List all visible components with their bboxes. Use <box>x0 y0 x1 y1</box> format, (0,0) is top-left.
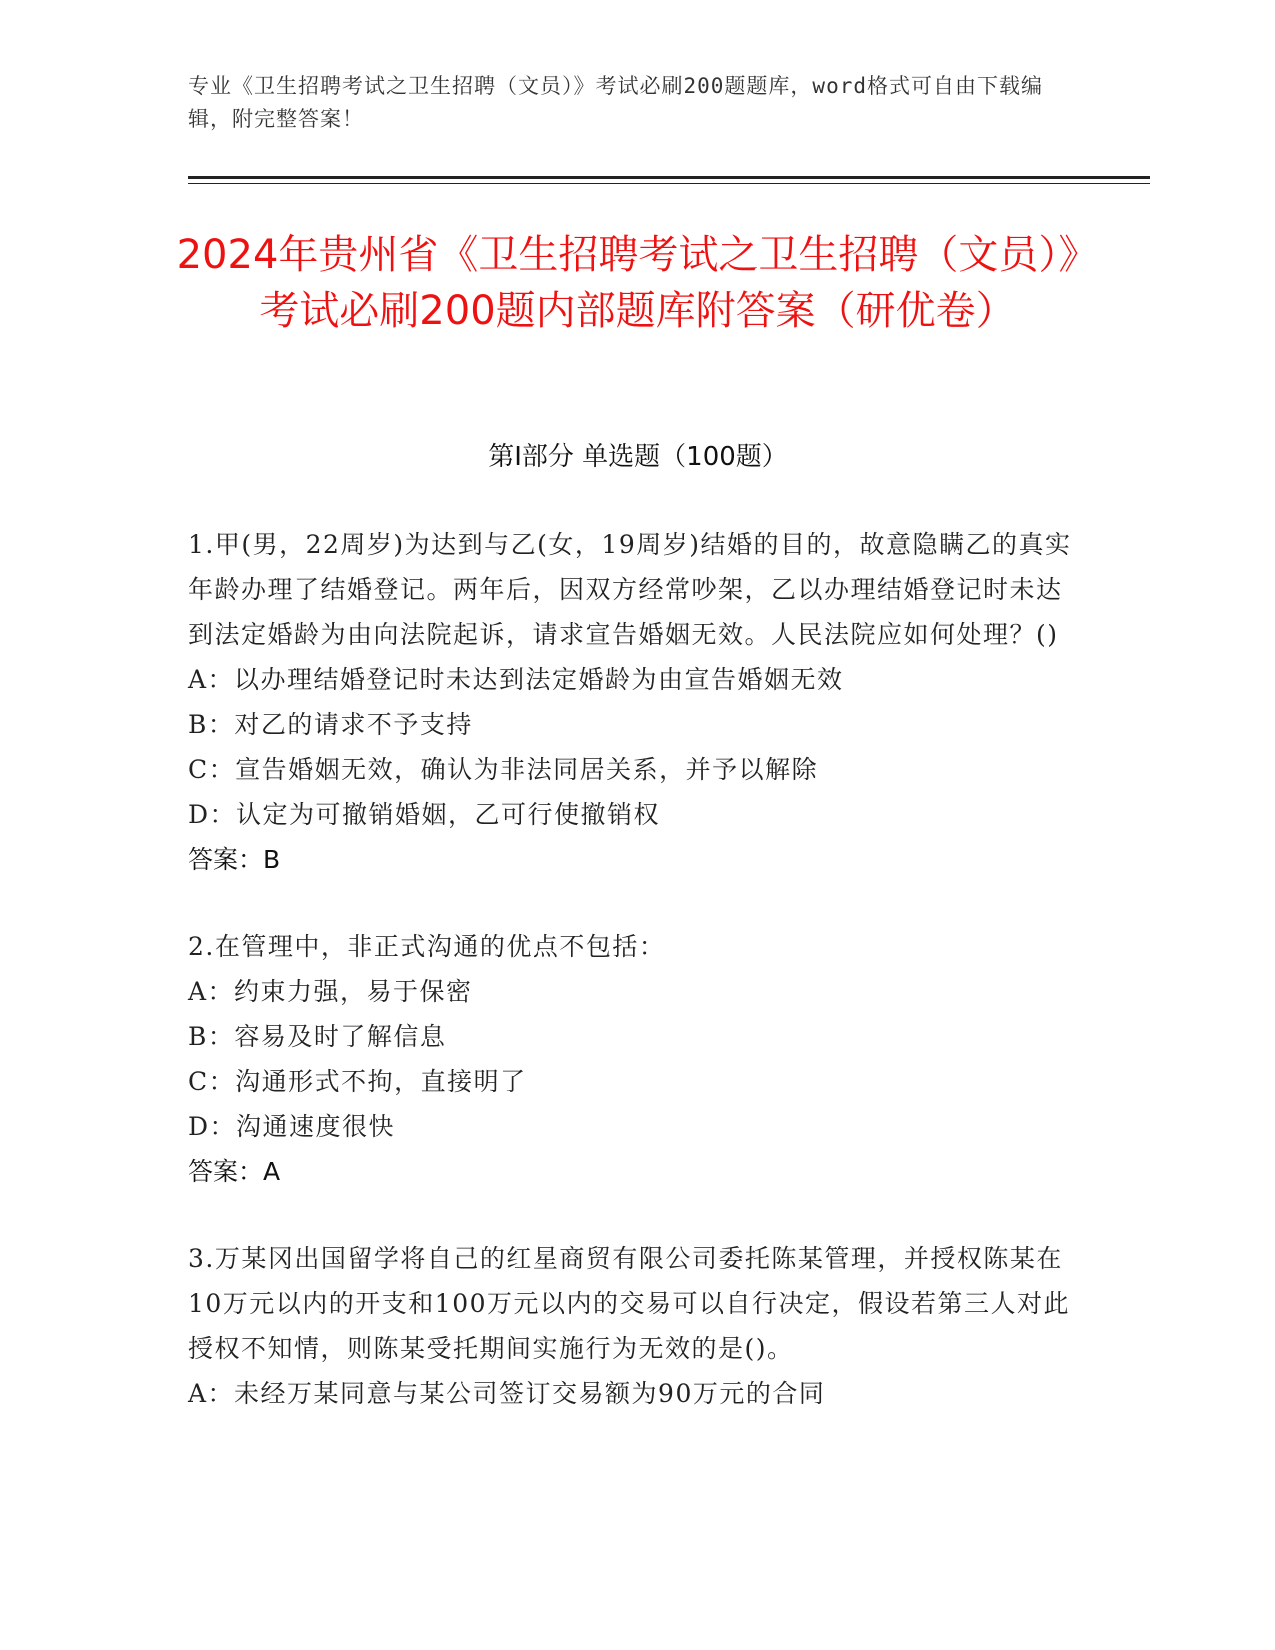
answer-label: 答案：B <box>188 845 281 874</box>
option-b: B：容易及时了解信息 <box>188 1022 447 1051</box>
option-a: A：未经万某同意与某公司签订交易额为90万元的合同 <box>188 1379 826 1408</box>
question-3 <box>188 1236 1073 1416</box>
question-list <box>188 522 1073 1458</box>
question-stem: 3.万某冈出国留学将自己的红星商贸有限公司委托陈某管理，并授权陈某在10万元以内的开支和100万元以内的交易可以自行决定，假设若第三人对此授权不知情，则陈某受托期间实施行为无效的是()。 <box>188 1244 1071 1363</box>
document-title: 2024年贵州省《卫生招聘考试之卫生招聘（文员）》考试必刷200题内部题库附答案（研优卷） <box>176 231 1099 334</box>
header-divider-thick <box>188 176 1150 179</box>
section-title: 第Ⅰ部分 单选题（100题） <box>488 442 788 472</box>
header-divider-thin <box>188 183 1150 184</box>
question-2 <box>188 924 1073 1194</box>
option-a: A：以办理结婚登记时未达到法定婚龄为由宣告婚姻无效 <box>188 665 844 694</box>
option-a: A：约束力强，易于保密 <box>188 977 473 1006</box>
option-d: D：认定为可撤销婚姻，乙可行使撤销权 <box>188 800 661 829</box>
option-b: B：对乙的请求不予支持 <box>188 710 473 739</box>
option-c: C：沟通形式不拘，直接明了 <box>188 1067 527 1096</box>
question-1 <box>188 522 1073 882</box>
question-stem: 1.甲(男，22周岁)为达到与乙(女，19周岁)结婚的目的，故意隐瞒乙的真实年龄办理了结婚登记。两年后，因双方经常吵架，乙以办理结婚登记时未达到法定婚龄为由向法院起诉，请求宣告婚姻无效。人民法院应如何处理？() <box>188 530 1072 649</box>
option-d: D：沟通速度很快 <box>188 1112 396 1141</box>
header-note: 专业《卫生招聘考试之卫生招聘（文员）》考试必刷200题题库，word格式可自由下载编辑，附完整答案！ <box>188 74 1043 131</box>
question-stem: 2.在管理中，非正式沟通的优点不包括： <box>188 932 666 961</box>
answer-label: 答案：A <box>188 1157 281 1186</box>
option-c: C：宣告婚姻无效，确认为非法同居关系，并予以解除 <box>188 755 819 784</box>
